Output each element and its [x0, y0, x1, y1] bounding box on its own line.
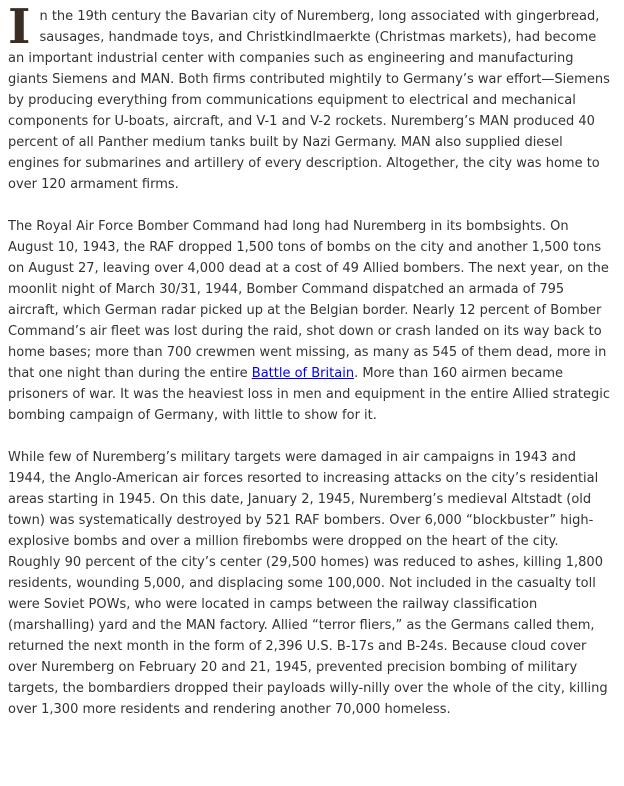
drop-cap: I	[8, 0, 31, 55]
paragraph-destruction	[8, 447, 610, 720]
paragraph-destruction-text: While few of Nuremberg’s military targets were damaged in air campaigns in 1943 and 1944, the Anglo-American air forces resorted to increasing attacks on the city’s residential areas starting in 1945. On this date, January 2, 1945, Nuremberg’s medieval Altstadt (old town) was systematically destroyed by 521 RAF bombers. Over 6,000 “blockbuster” high-explosive bombs and over a million firebombs were dropped on the heart of the city. Roughly 90 percent of the city’s center (29,500 homes) was reduced to ashes, killing 1,800 residents, wounding 5,000, and displacing some 100,000. Not included in the casualty toll were Soviet POWs, who were located in camps between the railway classification (marshalling) yard and the MAN factory. Allied “terror fliers,” as the Germans called them, returned the next month in the form of 2,396 U.S. B-17s and B-24s. Because cloud cover over Nuremberg on February 20 and 21, 1945, prevented precision bombing of military targets, the bombardiers dropped their payloads willy-nilly over the whole of the city, killing over 1,300 more residents and rendering another 70,000 homeless.	[8, 450, 608, 717]
paragraph-raf-raids-text-after-link: . More than 160 airmen became prisoners of war. It was the heaviest loss in men and equipment in the entire Allied strategic bombing campaign of Germany, with little to show for it.	[8, 366, 610, 423]
paragraph-industry-text: n the 19th century the Bavarian city of Nuremberg, long associated with gingerbread, sausages, handmade toys, and Christkindlmaerkte (Christmas markets), had become an important industrial center with companies such as engineering and manufacturing giants Siemens and MAN. Both firms contributed mightily to Germany’s war effort—Siemens by producing everything from communications equipment to electrical and mechanical components for U-boats, aircraft, and V-1 and V-2 rockets. Nuremberg’s MAN produced 40 percent of all Panther medium tanks built by Nazi Germany. MAN also supplied diesel engines for submarines and artillery of every description. Altogether, the city was home to over 120 armament firms.	[8, 9, 610, 192]
battle-of-britain-link[interactable]: Battle of Britain	[251, 366, 355, 381]
paragraph-raf-raids-text-before-link: The Royal Air Force Bomber Command had long had Nuremberg in its bombsights. On August 10, 1943, the RAF dropped 1,500 tons of bombs on the city and another 1,500 tons on August 27, leaving over 4,000 dead at a cost of 49 Allied bombers. The next year, on the moonlit night of March 30/31, 1944, Bomber Command dispatched an armada of 795 aircraft, which German radar picked up at the Belgian border. Nearly 12 percent of Bomber Command’s air fleet was lost during the raid, shot down or crash landed on its way back to home bases; more than 700 crewmen went missing, as many as 545 of them dead, more in that one night than during the entire	[8, 219, 609, 381]
paragraph-raf-raids	[8, 216, 610, 426]
paragraph-industry	[8, 0, 610, 195]
